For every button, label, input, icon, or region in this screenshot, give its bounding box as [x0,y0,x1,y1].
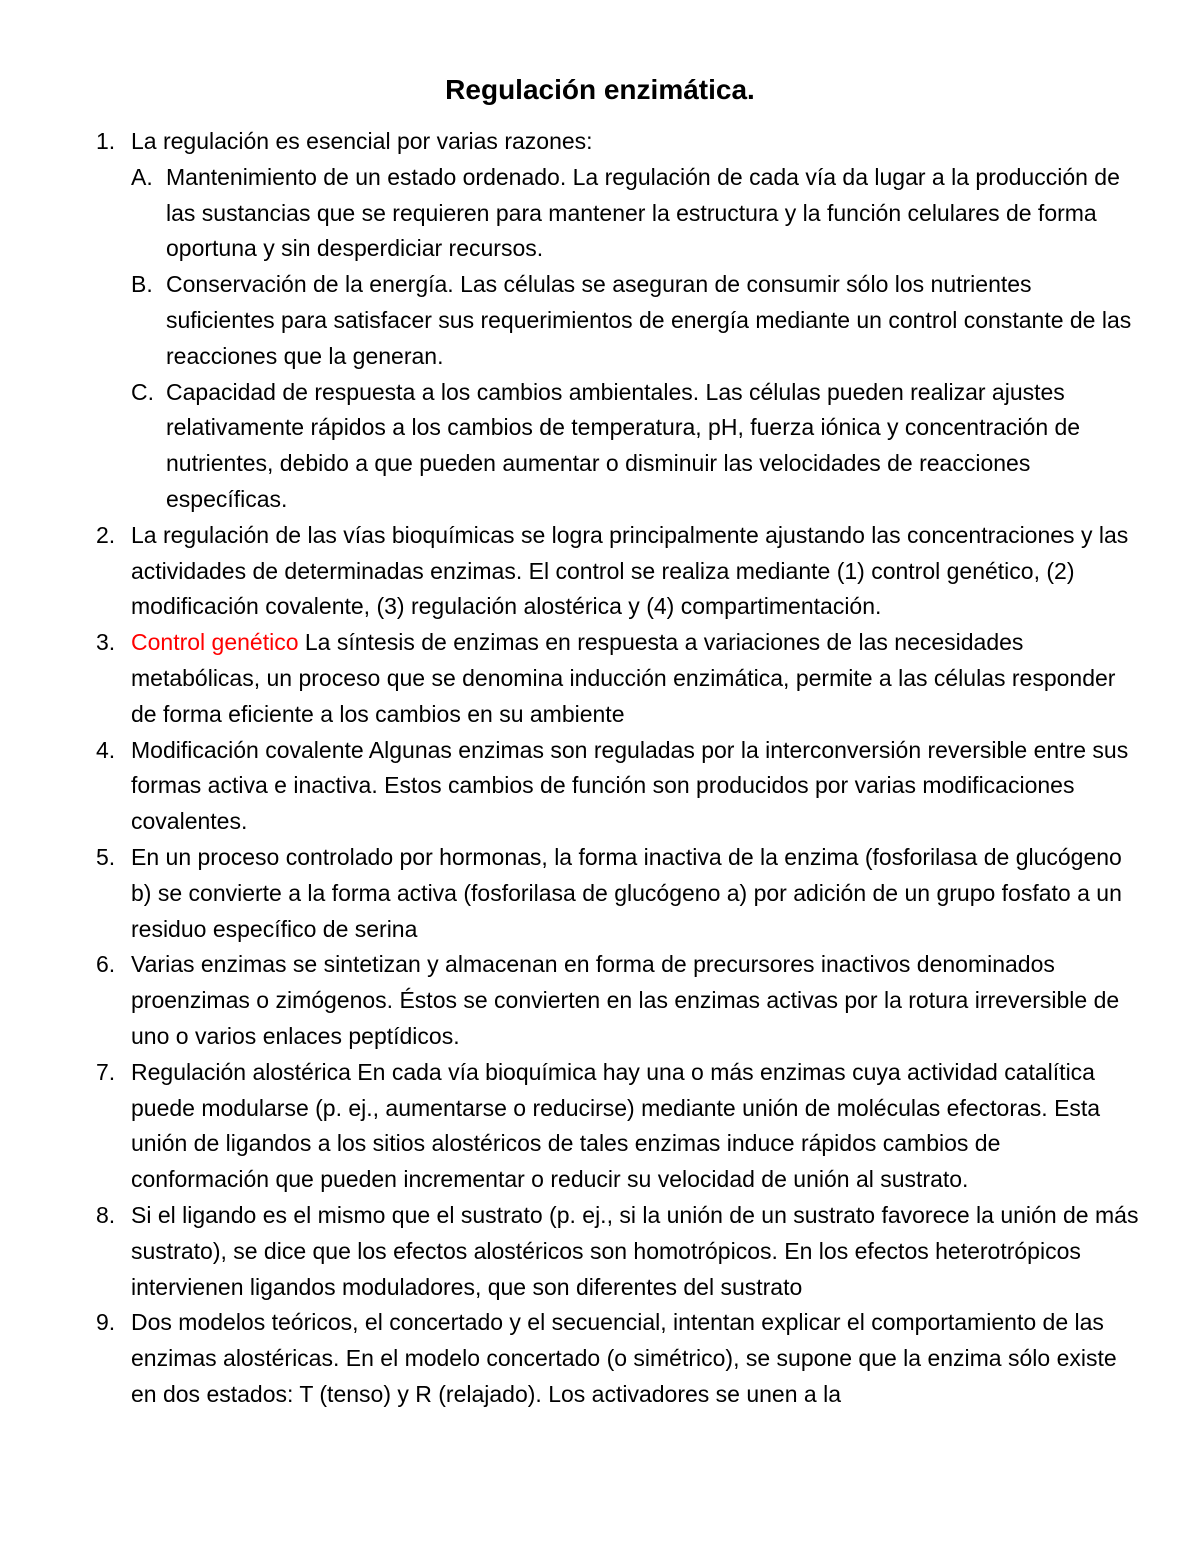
item-text: Dos modelos teóricos, el concertado y el secuencial, intentan explicar el comportamiento de las enzimas alostéricas. En el modelo concertado (o simétrico), se supone que la enzima sólo existe en dos estados: T (tenso) y R (relajado). Los activadores se unen a la [131,1309,1117,1407]
item-text: La regulación de las vías bioquímicas se logra principalmente ajustando las concentraciones y las actividades de determinadas enzimas. El control se realiza mediante (1) control genético, (2) modificación covalente, (3) regulación alostérica y (4) compartimentación. [131,521,1129,620]
list-item-8 [96,1198,1140,1305]
sub-item-a [96,160,1140,267]
item-number: 3. [96,629,116,656]
list-item-3 [96,625,1140,732]
page-title: Regulación enzimática. [445,74,755,105]
item-number: 9. [96,1309,116,1336]
item-text: Regulación alostérica En cada vía bioquímica hay una o más enzimas cuya actividad catalítica puede modularse (p. ej., aumentarse o reducirse) mediante unión de moléculas efectoras. Esta unión de ligandos a los sitios alostéricos de tales enzimas induce rápidos cambios de conformación que pueden incrementar o reducir su velocidad de unión al sustrato. [131,1058,1101,1193]
item-number: 1. [96,128,116,154]
sub-item-letter: B. [131,271,153,298]
item-number: 2. [96,521,116,548]
sub-item-text: Capacidad de respuesta a los cambios ambientales. Las células pueden realizar ajustes relativamente rápidos a los cambios de temperatura, pH, fuerza iónica y concentración de nutrientes, debido a que pueden aumentar o disminuir las velocidades de reacciones específicas. [166,378,1081,512]
item-number: 4. [96,736,116,763]
item-number: 6. [96,951,116,978]
list-item-5 [96,840,1140,947]
list-item-6 [96,947,1140,1054]
list-item-2 [96,518,1140,625]
sub-item-letter: C. [131,378,154,405]
sub-item-text: Conservación de la energía. Las células se aseguran de consumir sólo los nutrientes suficientes para satisfacer sus requerimientos de energía mediante un control constante de las reacciones que la generan. [166,271,1132,369]
list-item-9 [96,1305,1140,1412]
sub-item-b [96,267,1140,374]
item-text: La regulación es esencial por varias razones: [131,128,593,154]
sub-item-letter: A. [131,163,153,190]
sub-item-text: Mantenimiento de un estado ordenado. La regulación de cada vía da lugar a la producción de las sustancias que se requieren para mantener la estructura y la función celulares de forma oportuna y sin desperdiciar recursos. [166,163,1120,262]
list-item-1 [96,124,1140,160]
item-text: En un proceso controlado por hormonas, la forma inactiva de la enzima (fosforilasa de glucógeno b) se convierte a la forma activa (fosforilasa de glucógeno a) por adición de un grupo fosfato a un residuo específico de serina [131,843,1122,942]
item-number: 8. [96,1201,116,1228]
item-text: La síntesis de enzimas en respuesta a variaciones de las necesidades metabólicas, un proceso que se denomina inducción enzimática, permite a las células responder de forma eficiente a los cambios en su ambiente [131,629,1116,727]
item-text: Varias enzimas se sintetizan y almacenan en forma de precursores inactivos denominados proenzimas o zimógenos. Éstos se convierten en las enzimas activas por la rotura irreversible de uno o varios enlaces peptídicos. [131,951,1120,1049]
item-text: Si el ligando es el mismo que el sustrato (p. ej., si la unión de un sustrato favorece la unión de más sustrato), se dice que los efectos alostéricos son homotrópicos. En los efectos heterotrópicos intervienen ligandos moduladores, que son diferentes del sustrato [131,1201,1139,1300]
item-number: 5. [96,843,116,870]
highlight-term: Control genético [131,629,299,656]
sub-item-c [96,375,1140,518]
item-number: 7. [96,1058,116,1085]
list-item-4 [96,733,1140,840]
list-item-7 [96,1055,1140,1198]
item-text: Modificación covalente Algunas enzimas son reguladas por la interconversión reversible entre sus formas activa e inactiva. Estos cambios de función son producidos por varias modificaciones covalentes. [131,736,1129,835]
